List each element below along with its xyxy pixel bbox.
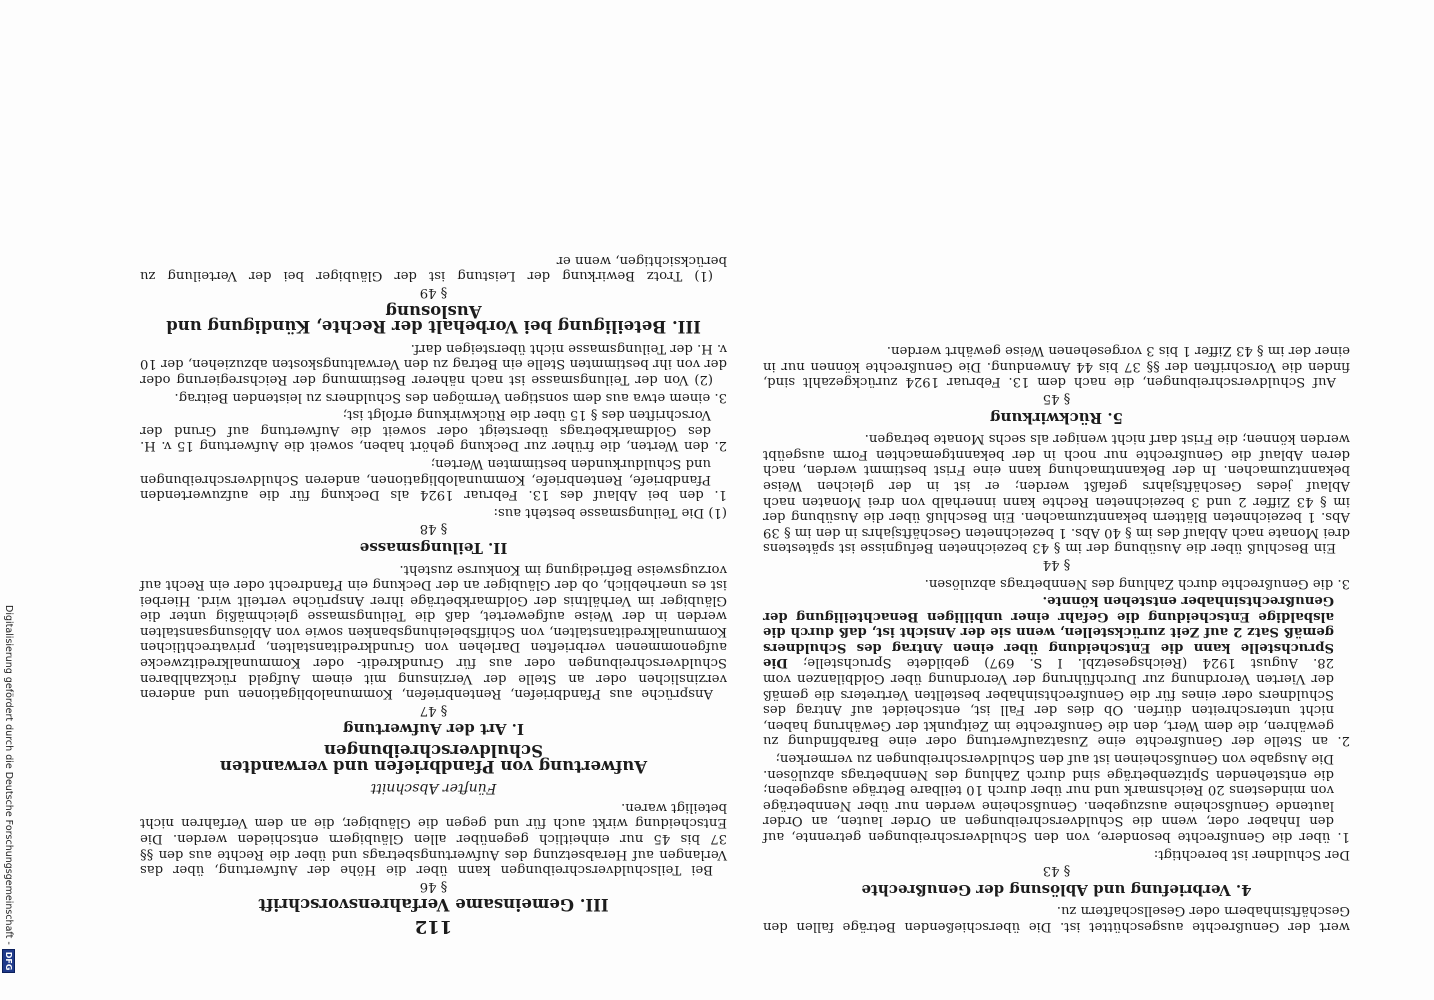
paragraph-48-section-2: (2) Von der Teilungsmasse ist nach näherer Bestimmung der Reichsregierung oder der von ihr bestimmten Stelle ein Betrag zu den Verwaltungskosten abzuziehen, der 10 v. H. der Teilungsmasse nicht übersteigen darf. (140, 340, 727, 387)
paragraph-46-number: § 46 (419, 878, 448, 894)
rotated-page-content (140, 64, 1350, 937)
paragraph-48-number: § 48 (419, 521, 448, 537)
paragraph-44-text: Ein Beschluß über die Ausübung der im § 43 bezeichneten Befugnisse ist spätestens drei Monate nach Ablauf des im § 40 Abs. 1 bezeichneten Geschäftsjahrs in den im § 39 Abs. 1 bezeichneten Blättern bekanntzumachen. Ein Beschluß über die Ausübung der im § 43 Ziffer 2 und 3 bezeichneten Rechte kann innerhalb von drei Monaten nach Ablauf jedes Geschäftsjahrs gefaßt werden; er ist in der gleichen Weise bekanntzumachen. In der Bekanntmachung kann eine Frist bestimmt werden, nach deren Ablauf die Genußrechte nur noch in der bekanntgemachten Form ausgeübt werden können; die Frist darf nicht weniger als sechs Monate betragen. (763, 431, 1350, 556)
paragraph-46-text: Bei Teilschuldverschreibungen kann über die Höhe der Aufwertung, über das Verlangen auf Herabsetzung des Aufwertungsbetrags und über die Rechte aus den §§ 37 bis 45 nur einheitlich gegenüber allen Gläubigern entschieden werden. Die Entscheidung wirkt auch für und gegen die Gläubiger, die an dem Verfahren nicht beteiligt waren. (140, 799, 727, 878)
section-I-heading: I. Art der Aufwertung (343, 720, 524, 739)
paragraph-47-number: § 47 (419, 702, 448, 718)
section-III-2-heading: III. Beteiligung bei Vorbehalt der Rechte, Kündigung und Auslosung (166, 301, 701, 337)
paragraph-45-text: Auf Schuldverschreibungen, die nach dem 13. Februar 1924 zurückgezahlt sind, finden die Vorschriften der §§ 37 bis 44 Anwendung. Die Genußrechte können nur in einer der im § 43 Ziffer 1 bis 3 vorgesehenen Weise gewährt werden. (763, 343, 1350, 390)
paragraph-43-item-3: 3. die Genußrechte durch Zahlung des Nennbetrags abzulösen. (924, 575, 1350, 591)
paragraph-44-number: § 44 (1042, 556, 1071, 572)
section-4-heading: 4. Verbriefung und Ablösung der Genußrechte (861, 880, 1252, 899)
section-III-heading: III. Gemeinsame Verfahrensvorschrift (258, 895, 609, 915)
paragraph-45-number: § 45 (1042, 391, 1071, 406)
paragraph-43-item-2-text: 2. an Stelle der Genußrechte eine Zusatzaufwertung oder eine Barabfindung zu gewähren, die dem Wert, den die Genußrechte im Zeitpunkt der Gewährung haben, nicht unterschreiten dürfen. Ob dies der Fall ist, entscheidet auf Antrag des Schuldners oder eines für die Genußrechtsinhaber bestellten Vertreters die gemäß der Vierten Verordnung zur Durchführung der Verordnung über Goldbilanzen vom 28. August 1924 (Reichsgesetzbl. I S. 697) gebildete Spruchstelle; (763, 655, 1350, 749)
funding-footer (2, 605, 16, 995)
paragraph-49-number: § 49 (419, 285, 448, 301)
paragraph-43-intro: Der Schuldner ist berechtigt: (1153, 846, 1350, 862)
section-5-heading: 5. Rückwirkung (990, 408, 1123, 427)
abschnitt-title: Aufwertung von Pfandbriefen und verwandten Schuldverschreibungen (219, 741, 648, 776)
paragraph-43-number: § 43 (1042, 863, 1071, 879)
left-column (763, 64, 1350, 934)
right-column (140, 64, 727, 937)
paragraph-48-item-2: 2. den Werten, die früher zur Deckung gehört haben, soweit die Aufwertung 15 v. H. des Goldmarkbetrags übersteigt oder soweit die Aufwertung auf Grund der Vorschriften des § 15 über die Rückwirkung erfolgt ist; (140, 407, 727, 454)
page-number: 112 (414, 916, 453, 937)
intro-paragraph: wert der Genußrechte ausgeschüttet ist. Die überschießenden Beträge fallen den Geschäftsinhabern oder Gesellschaftern zu. (763, 903, 1350, 934)
section-II-heading: II. Teilungsmasse (359, 538, 508, 557)
paragraph-47-text: Ansprüche aus Pfandbriefen, Rentenbriefen, Kommunalobligationen und anderen verzinslichen oder an Stelle der Verzinsung mit einem Aufgeld rückzahlbaren Schuldverschreibungen oder aus für Grundkredit- oder Kommunalkreditzwecke aufgenommenen verbrieften Darlehen von Grundkreditanstalten, privatrechtlichen Kommunalkreditanstalten, von Schiffsbeleihungsbanken sowie von Ablösungsanstalten werden in der Weise aufgewertet, daß die Teilungsmasse gleichmäßig unter die Gläubiger im Verhältnis der Goldmarkbeträge ihrer Ansprüche verteilt wird. Hierbei ist es unerheblich, ob der Gläubiger an der Deckung ein Pfandrecht oder ein Recht auf vorzugsweise Befriedigung im Konkurse zusteht. (140, 561, 727, 702)
dfg-logo-icon: DFG (3, 949, 16, 974)
funding-footer-text: Digitalisierung gefördert durch die Deutsche Forschungsgemeinschaft - (3, 605, 15, 945)
paragraph-43-bold-text: Die Spruchstelle kann die Entscheidung über einen Antrag des Schuldners gemäß Satz 2 auf Zeit zurückstellen, wenn sie der Ansicht ist, daß durch die alsbaldige Entscheidung die Gefahr einer unbilligen Benachteiligung der Genußrechtsinhaber entstehen könnte. (763, 593, 1334, 671)
paragraph-43-item-2 (763, 593, 1350, 749)
paragraph-43-item-1: 1. über die Genußrechte besondere, von den Schuldverschreibungen getrennte, auf den Inhaber oder, wenn die Schuldverschreibungen an Order lauten, an Order lautende Genußscheine auszugeben. Genußscheine werden nur über Nennbeträge von mindestens 20 Reichsmark und nur über durch 10 teilbare Beträge ausgegeben; die entstehenden Spitzenbeträge sind durch Zahlung des Nennbetrags abzulösen. Die Ausgabe von Genußscheinen ist auf den Schuldverschreibungen zu vermerken; (763, 751, 1350, 845)
paragraph-49-text: (1) Trotz Bewirkung der Leistung ist der Gläubiger bei der Verteilung zu berücksichtigen, wenn er (140, 252, 727, 284)
abschnitt-label: Fünfter Abschnitt (370, 780, 497, 797)
paragraph-48-intro: (1) Die Teilungsmasse besteht aus: (493, 504, 727, 520)
paragraph-48-item-1: 1. den bei Ablauf des 13. Februar 1924 als Deckung für die aufzuwertenden Pfandbriefe, Rentenbriefe, Kommunalobligationen, anderen Schuldverschreibungen und Schuldurkunden bestimmten Werten; (140, 455, 727, 503)
paragraph-48-item-3: 3. einem etwa aus dem sonstigen Vermögen des Schuldners zu leistenden Beitrag. (174, 389, 727, 405)
